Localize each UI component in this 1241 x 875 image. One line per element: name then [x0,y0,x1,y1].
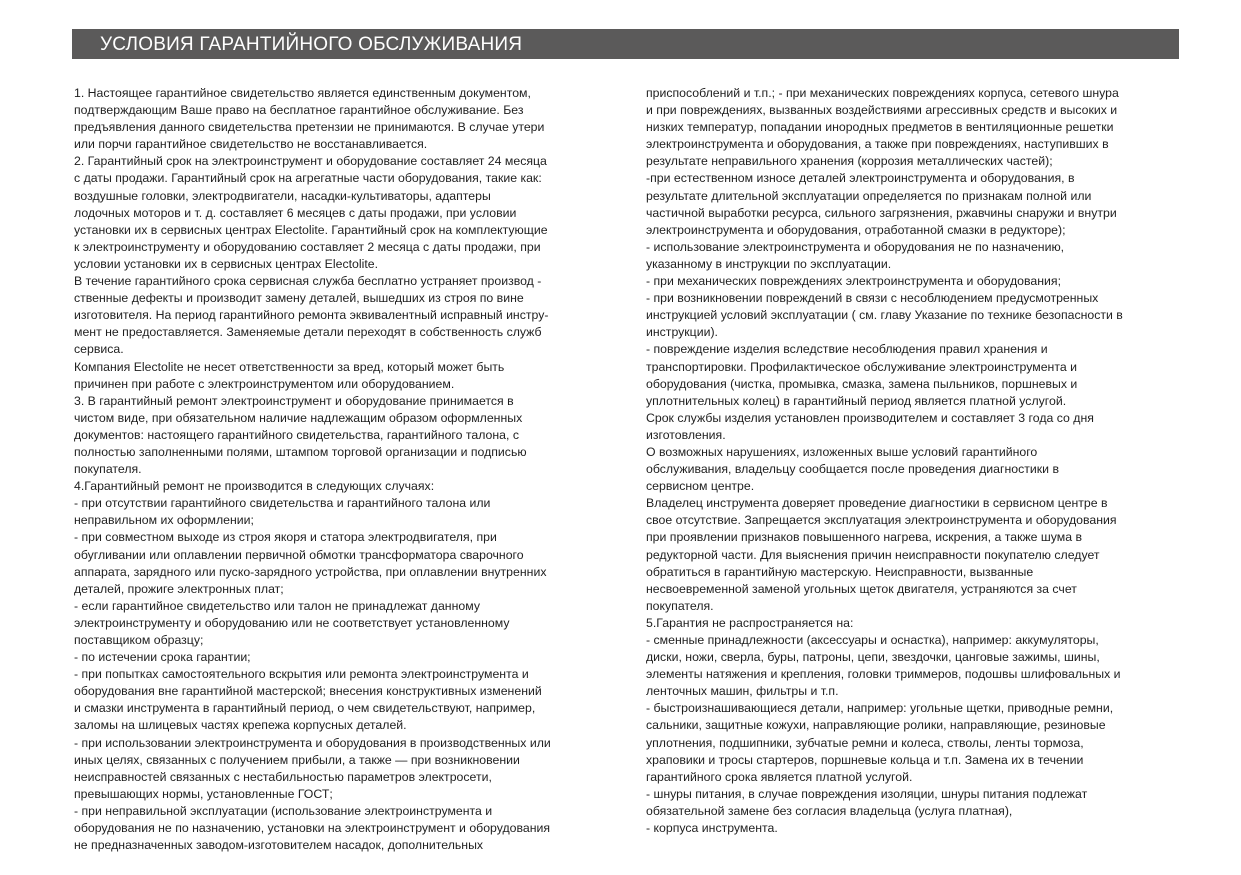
text-line: Компания Electolite не несет ответственности за вред, который может быть [74,359,505,374]
text-line: неисправностей связанных с нестабильностью параметров электросети, [74,769,492,784]
text-line: с даты продажи. Гарантийный срок на агрегатные части оборудования, такие как: [74,171,542,186]
text-line: - шнуры питания, в случае повреждения изоляции, шнуры питания подлежат [646,786,1088,801]
text-line: низких температур, попадании инородных предметов в вентиляционные решетки [646,120,1114,135]
text-line: документов: настоящего гарантийного свидетельства, гарантийного талона, с [74,427,519,442]
text-line: - быстроизнашивающиеся детали, например: угольные щетки, приводные ремни, [646,701,1114,716]
text-line: гарантийного срока является платной услугой. [646,769,913,784]
text-line: - при использовании электроинструмента и оборудования в производственных или [74,735,551,750]
text-line: электроинструмента и оборудования, а также при повреждениях, наступивших в [646,137,1109,152]
text-line: оборудования вне гарантийной мастерской; внесения конструктивных изменений [74,684,542,699]
text-line: поставщиком образцу; [74,633,204,647]
text-line: мент не предоставляется. Заменяемые детали переходят в собственность служб [74,325,542,340]
text-line: изготовителя. На период гарантийного ремонта эквивалентный исправный инстру- [74,308,549,323]
text-line: электроинструменту и оборудованию или не соответствует установленному [74,615,510,630]
text-line: указанному в инструкции по эксплуатации. [646,256,892,271]
text-line: - повреждение изделия вследствие несоблюдения правил хранения и [646,342,1048,357]
text-line: 1. Настоящее гарантийное свидетельство является единственным документом, [74,86,531,100]
text-line: 5.Гарантия не распространяется на: [646,615,854,630]
text-line: - при отсутствии гарантийного свидетельства и гарантийного талона или [74,496,491,511]
text-line: оборудования (чистка, промывка, смазка, замена пыльников, поршневых и [646,376,1078,391]
text-line: приспособлений и т.п.; - при механических повреждениях корпуса, сетевого шнура [646,86,1119,100]
text-line: 4.Гарантийный ремонт не производится в следующих случаях: [74,479,435,494]
text-line: 3. В гарантийный ремонт электроинструмент и оборудование принимается в [74,393,514,408]
text-line: воздушные головки, электродвигатели, насадки-культиваторы, адаптеры [74,188,491,203]
text-line: не предназначенных заводом-изготовителем насадок, дополнительных [74,838,484,853]
text-line: - при механических повреждениях электроинструмента и оборудования; [646,274,1061,289]
text-line: частичной выработки ресурса, сильного загрязнения, ржавчины снаружи и внутри [646,205,1117,220]
text-line: оборудования не по назначению, установки на электроинструмент и оборудования [74,821,551,836]
text-line: превышающих нормы, установленные ГОСТ; [74,786,333,801]
text-line: обязательной замене без согласия владельца (услуга платная), [646,803,1013,818]
text-line: свое отсутствие. Запрещается эксплуатация электроинструмента и оборудования [646,513,1117,528]
text-line: -при естественном износе деталей электроинструмента и оборудования, в [646,171,1075,186]
text-line: сервисном центре. [646,479,755,494]
text-line: полностью заполненными полями, штампом торговой организации и подписью [74,444,527,459]
text-line: В течение гарантийного срока сервисная служба бесплатно устраняет производ - [74,274,542,289]
text-line: покупателя. [646,598,714,613]
text-line: Владелец инструмента доверяет проведение диагностики в сервисном центре в [646,496,1108,511]
text-line: элементы натяжения и крепления, головки триммеров, подошвы шлифовальных и [646,667,1121,682]
text-line: инструкции). [646,325,718,340]
text-line: результате длительной эксплуатации определяется по признакам полной или [646,188,1092,203]
text-line: - при неправильной эксплуатации (использование электроинструмента и [74,803,493,818]
text-line: электроинструмента и оборудования, отработанной смазки в редукторе); [646,222,1066,237]
text-line: деталей, прожиге электронных плат; [74,581,284,596]
text-line: - по истечении срока гарантии; [74,650,251,665]
text-line: покупателя. [74,462,142,477]
text-line: подтверждающим Ваше право на бесплатное гарантийное обслуживание. Без [74,103,524,118]
text-line: - при возникновении повреждений в связи с несоблюдением предусмотренных [646,291,1099,306]
text-line: сальники, защитные кожухи, направляющие ролики, направляющие, резиновые [646,718,1106,733]
text-line: изготовления. [646,427,726,442]
text-line: - корпуса инструмента. [646,821,778,836]
text-line: аппарата, зарядного или пуско-зарядного устройства, при оплавлении внутренних [74,564,547,579]
text-line: ленточных машин, фильтры и т.п. [646,684,839,699]
text-line: - если гарантийное свидетельство или талон не принадлежат данному [74,598,480,613]
text-line: обугливании или оплавлении первичной обмотки трансформатора сварочного [74,547,524,562]
text-line: несвоевременной заменой угольных щеток двигателя, устраняются за счет [646,581,1077,596]
text-line: - сменные принадлежности (аксессуары и оснастка), например: аккумуляторы, [646,633,1099,647]
text-line: уплотнительных колец) в гарантийный период является платной услугой. [646,393,1067,408]
text-line: ственные дефекты и производит замену деталей, вышедших из строя по вине [74,291,524,306]
header-bar [72,29,1179,59]
page-title: УСЛОВИЯ ГАРАНТИЙНОГО ОБСЛУЖИВАНИЯ [100,34,523,55]
text-line: результате неправильного хранения (коррозия металлических частей); [646,154,1053,169]
text-line: транспортировки. Профилактическое обслуживание электроинструмента и [646,359,1077,374]
text-line: иных целях, связанных с получением прибыли, а также — при возникновении [74,752,520,767]
text-line: установки их в сервисных центрах Electolite. Гарантийный срок на комплектующие [74,222,548,237]
text-line: условии установки их в сервисных центрах Electolite. [74,256,378,271]
text-line: причинен при работе с электроинструментом или оборудованием. [74,376,455,391]
text-line: - при совместном выходе из строя якоря и статора электродвигателя, при [74,530,497,545]
text-line: обслуживания, владельцу сообщается после проведения диагностики в [646,462,1059,477]
text-line: диски, ножи, сверла, буры, патроны, цепи, звездочки, цанговые зажимы, шины, [646,650,1100,665]
text-line: - использование электроинструмента и оборудования не по назначению, [646,239,1065,254]
text-line: храповики и тросы стартеров, поршневые кольца и т.п. Замена их в течении [646,752,1084,767]
text-line: или порчи гарантийное свидетельство не восстанавливается. [74,137,428,152]
text-line: сервиса. [74,342,124,357]
text-line: и смазки инструмента в гарантийный период, о чем свидетельствуют, например, [74,701,536,716]
text-line: - при попытках самостоятельного вскрытия или ремонта электроинструмента и [74,667,529,682]
text-line: 2. Гарантийный срок на электроинструмент и оборудование составляет 24 месяца [74,154,547,169]
text-line: Срок службы изделия установлен производителем и составляет 3 года со дня [646,410,1094,425]
text-line: при проявлении признаков повышенного нагрева, искрения, а также шума в [646,530,1083,545]
text-line: к электроинструменту и оборудованию составляет 2 месяца с даты продажи, при [74,239,541,254]
text-line: чистом виде, при обязательном наличие надлежащим образом оформленных [74,410,523,425]
text-line: лодочных моторов и т. д. составляет 6 месяцев с даты продажи, при условии [74,205,517,220]
text-line: и при повреждениях, вызванных воздействиями агрессивных средств и высоких и [646,103,1118,118]
text-line: обратиться в гарантийную мастерскую. Неисправности, вызванные [646,564,1034,579]
text-line: редукторной части. Для выяснения причин неисправности покупателю следует [646,547,1100,562]
text-line: предъявления данного свидетельства претензии не принимаются. В случае утери [74,120,545,135]
text-line: уплотнения, подшипники, зубчатые ремни и колеса, стволы, ленты тормоза, [646,735,1084,750]
left-text-column [74,85,622,854]
text-line: инструкцией условий эксплуатации ( см. главу Указание по технике безопасности в [646,308,1123,323]
text-line: неправильном их оформлении; [74,513,254,528]
text-line: О возможных нарушениях, изложенных выше условий гарантийного [646,444,1038,459]
text-line: заломы на шлицевых частях крепежа корпусных деталей. [74,718,407,733]
right-text-column [646,85,1194,837]
